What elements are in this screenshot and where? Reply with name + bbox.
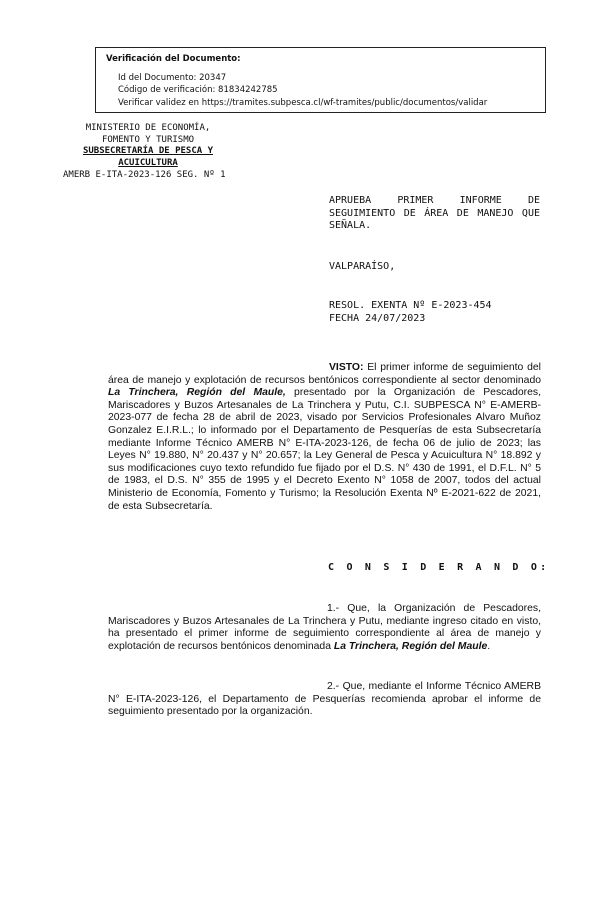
resolution-number-block (329, 300, 540, 325)
item1-text: 1.- Que, la Organización de Pescadores, Mariscadores y Buzos Artesanales de La Trinchera y Putu, mediante ingreso citado en visto, ha presentado el primer informe de seguimiento correspondiente al área de manejo y explotación de recursos bentónicos denominada (108, 603, 541, 652)
resolution-city: VALPARAÍSO, (329, 261, 396, 272)
ministry-line1: MINISTERIO DE ECONOMÍA, (85, 123, 211, 133)
ministry-line2: FOMENTO Y TURISMO (101, 134, 195, 145)
verification-box (95, 47, 546, 113)
reference-code: AMERB E-ITA-2023-126 SEG. Nº 1 (63, 170, 226, 180)
document-id: ▸ Id del Documento: 20347 (118, 72, 535, 85)
visto-keyword: VISTO: (329, 362, 364, 373)
visto-area-name: La Trinchera, Región del Maule, (108, 387, 286, 399)
verification-title: Verificación del Documento: (106, 54, 241, 64)
verification-code: ▸ Código de verificación: 81834242785 (118, 84, 535, 97)
resolution-date: FECHA 24/07/2023 (329, 312, 426, 324)
resolution-number: RESOL. EXENTA Nº E-2023-454 (329, 300, 492, 311)
visto-text-part2: presentado por la Organización de Pescadores, Mariscadores y Buzos Artesanales de La Trinchera y Putu, C.I. SUBPESCA N° E-AMERB-2023-077 de fecha 28 de abril de 2023, visado por Servicios Profesionales Alvaro Muñoz Gonzalez E.I.R.L.; lo informado por el Departamento de Pesquerías de esta Subsecretaría mediante Informe Técnico AMERB N° E-ITA-2023-126, de fecha 06 de julio de 2023; las Leyes N° 19.880, N° 20.437 y N° 20.657; la Ley General de Pesca y Acuicultura N° 18.892 y sus modificaciones cuyo texto refundido fue fijado por el D.S. N° 430 de 1991, el D.F.L. N° 5 de 1983, el D.S. N° 355 de 1995 y el Decreto Exento N° 1058 de 2007, todos del actual Ministerio de Economía, Fomento y Turismo; la Resolución Exenta Nº E-2021-622 de 2021, de esta Subsecretaría. (108, 387, 541, 512)
validation-link[interactable]: ▸ Verificar validez en https://tramites.subpesca.cl/wf-tramites/public/documentos/validar (118, 97, 535, 110)
item1-end: . (487, 640, 491, 652)
considerando-item-1 (108, 603, 541, 653)
subsecretaria-line1: SUBSECRETARÍA DE PESCA Y (82, 146, 214, 156)
item1-area-name: La Trinchera, Región del Maule (333, 640, 488, 652)
ministry-header (60, 123, 236, 169)
visto-text-part1: El primer informe de seguimiento del área de manejo y explotación de recursos bentónicos correspondiente al sector denominado (108, 362, 541, 386)
considerando-heading: C O N S I D E R A N D O: (328, 562, 550, 573)
verification-list (106, 72, 535, 110)
subsecretaria-line2: ACUICULTURA (118, 157, 178, 168)
resolution-subject: APRUEBA PRIMER INFORME DE SEGUIMIENTO DE ÁREA DE MANEJO QUE SEÑALA. (329, 195, 540, 231)
visto-paragraph (108, 362, 541, 513)
considerando-item-2: 2.- Que, mediante el Informe Técnico AMERB N° E-ITA-2023-126, el Departamento de Pesquerías recomienda aprobar el informe de seguimiento presentado por la organización. (108, 681, 541, 718)
